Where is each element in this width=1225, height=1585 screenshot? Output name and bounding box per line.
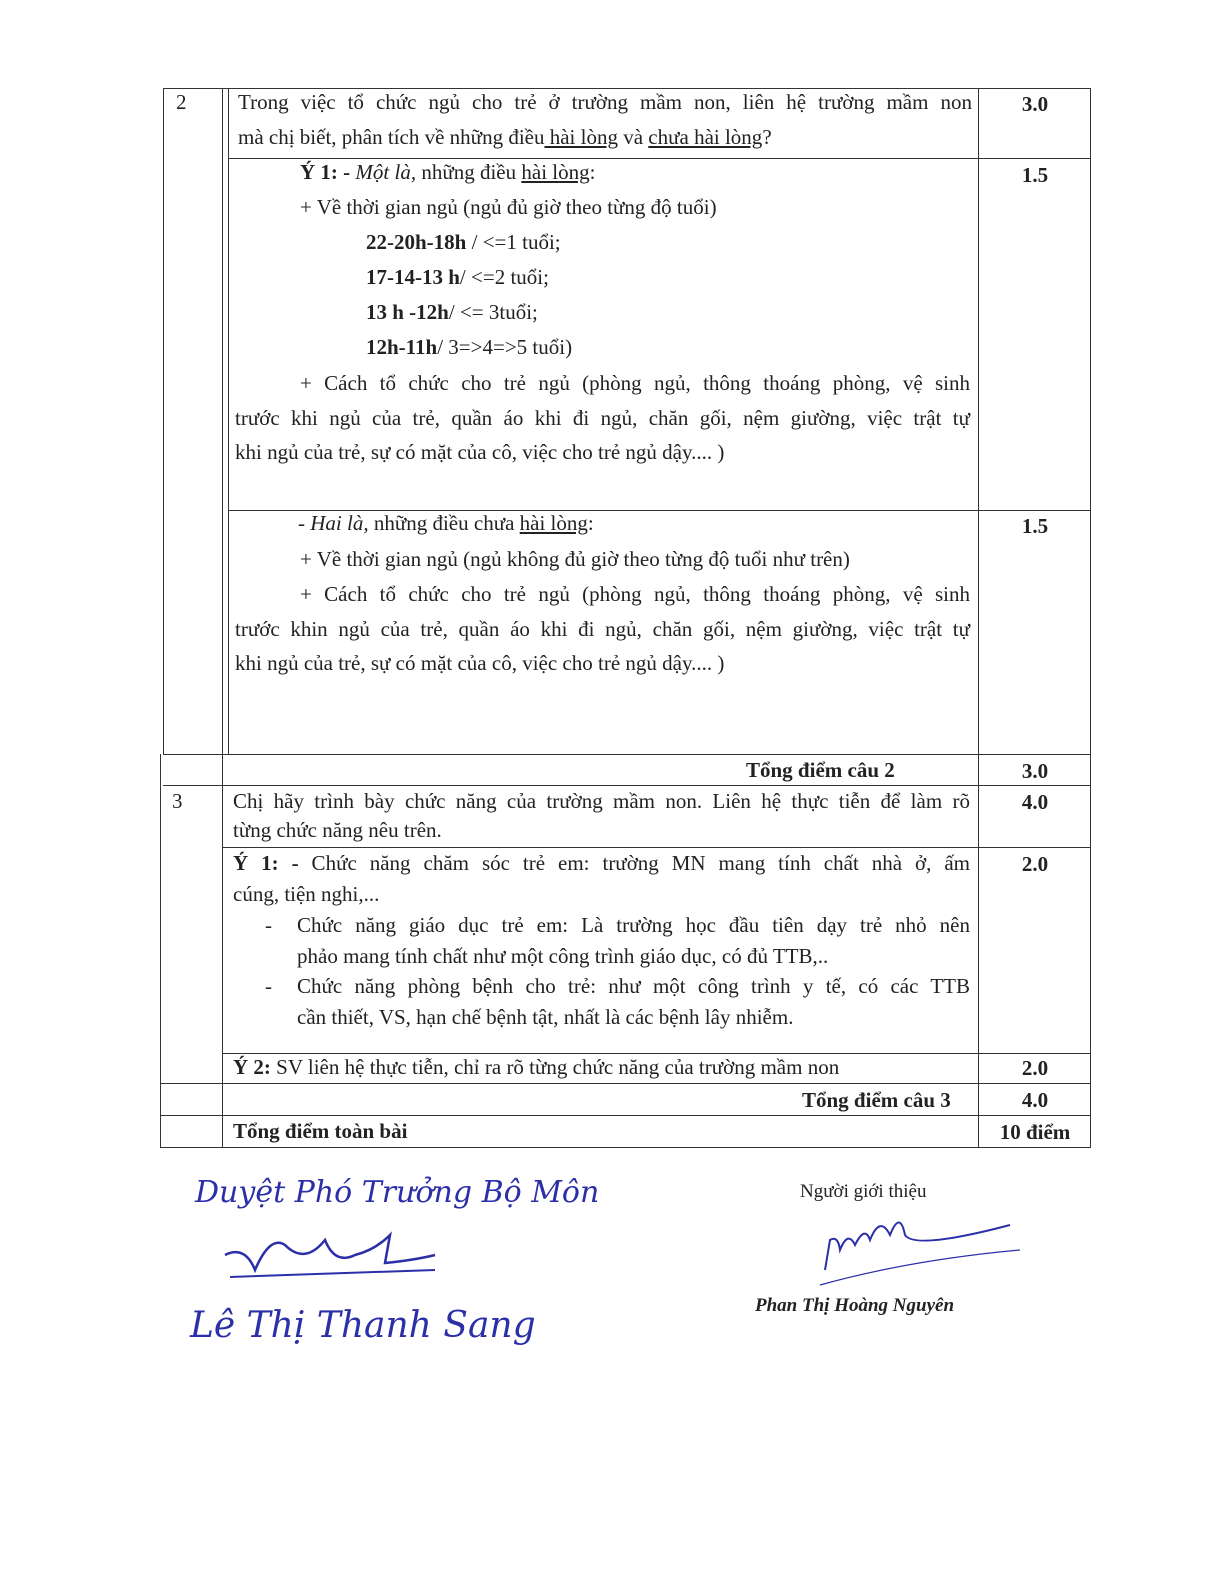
introducer-title: Người giới thiệu	[800, 1181, 927, 1202]
question-total-score: 3.0	[1021, 759, 1049, 783]
criterion-line: cần thiết, VS, hạn chế bệnh tật, nhất là các bệnh lây nhiễm.	[297, 1005, 794, 1029]
criterion-line: trước khi ngủ của trẻ, quần áo khi đi ngủ, chăn gối, nệm giường, việc trật tự	[235, 406, 970, 430]
question-text-line: mà chị biết, phân tích về những điều hài lòng và chưa hài lòng?	[238, 125, 772, 149]
question-total-score: 4.0	[1021, 1088, 1049, 1112]
criterion-line: phảo mang tính chất như một công trình giáo dục, có đủ TTB,..	[297, 944, 829, 968]
signature-scribble	[215, 1225, 445, 1285]
criterion-line: + Cách tổ chức cho trẻ ngủ (phòng ngủ, thông thoáng phòng, vệ sinh	[300, 582, 970, 606]
criterion-line: Chức năng giáo dục trẻ em: Là trường học đầu tiên dạy trẻ nhỏ nên	[297, 913, 970, 937]
criterion-1-heading: Ý 1: - Một là, những điều hài lòng:	[300, 160, 596, 184]
criterion-2-heading: - Hai là, những điều chưa hài lòng:	[298, 511, 594, 535]
question-score: 3.0	[1021, 92, 1049, 116]
approver-name-handwritten: Lê Thị Thanh Sang	[190, 1305, 536, 1346]
criterion-score: 2.0	[1021, 852, 1049, 876]
criterion-1-heading: Ý 1: - Chức năng chăm sóc trẻ em: trường MN mang tính chất nhà ở, ấm	[233, 851, 971, 875]
criterion-line: khi ngủ của trẻ, sự có mặt của cô, việc cho trẻ ngủ dậy.... )	[235, 440, 725, 464]
question-number: 3	[172, 789, 183, 813]
criterion-line: trước khin ngủ của trẻ, quần áo khi đi ngủ, chăn gối, nệm giường, việc trật tự	[235, 617, 970, 641]
introducer-name: Phan Thị Hoàng Nguyên	[755, 1295, 955, 1316]
criterion-score: 1.5	[1021, 163, 1049, 187]
criterion-line: khi ngủ của trẻ, sự có mặt của cô, việc cho trẻ ngủ dậy.... )	[235, 651, 725, 675]
question-total-label: Tổng điểm câu 3	[802, 1088, 951, 1112]
grand-total-label: Tổng điểm toàn bài	[233, 1119, 408, 1143]
question-total-label: Tổng điểm câu 2	[746, 758, 895, 782]
question-text-line: Trong việc tổ chức ngủ cho trẻ ở trường mầm non, liên hệ trường mầm non	[238, 90, 972, 114]
criterion-line: + Cách tổ chức cho trẻ ngủ (phòng ngủ, thông thoáng phòng, vệ sinh	[300, 371, 970, 395]
criterion-line: Chức năng phòng bệnh cho trẻ: như một công trình y tế, có các TTB	[297, 974, 970, 998]
grand-total-score: 10 điểm	[999, 1120, 1071, 1144]
sleep-time-line: 17-14-13 h/ <=2 tuổi;	[366, 265, 549, 289]
approval-title-handwritten: Duyệt Phó Trưởng Bộ Môn	[195, 1175, 600, 1210]
introducer-signature-scribble	[810, 1210, 1030, 1290]
bullet: -	[265, 974, 272, 998]
criterion-2-line: Ý 2: SV liên hệ thực tiễn, chỉ ra rõ từng chức năng của trường mầm non	[233, 1055, 840, 1079]
question-number: 2	[176, 90, 187, 114]
question-text-line: Chị hãy trình bày chức năng của trường mầm non. Liên hệ thực tiễn để làm rõ	[233, 789, 970, 813]
criterion-line: cúng, tiện nghi,...	[233, 882, 380, 906]
criterion-score: 2.0	[1021, 1056, 1049, 1080]
sleep-time-line: 12h-11h/ 3=>4=>5 tuổi)	[366, 335, 573, 359]
sleep-time-line: 22-20h-18h / <=1 tuổi;	[366, 230, 561, 254]
question-text-line: từng chức năng nêu trên.	[233, 818, 442, 842]
criterion-line: + Về thời gian ngủ (ngủ đủ giờ theo từng độ tuổi)	[300, 195, 717, 219]
bullet: -	[265, 913, 272, 937]
criterion-line: + Về thời gian ngủ (ngủ không đủ giờ theo từng độ tuổi như trên)	[300, 547, 850, 571]
question-score: 4.0	[1021, 790, 1049, 814]
sleep-time-line: 13 h -12h/ <= 3tuổi;	[366, 300, 538, 324]
criterion-score: 1.5	[1021, 514, 1049, 538]
